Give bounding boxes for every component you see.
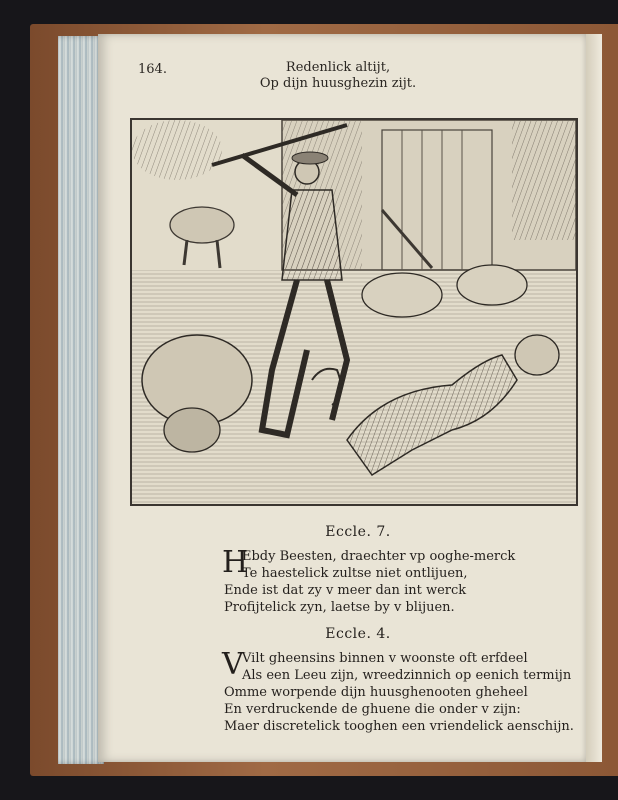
verse-line: Maer discretelick tooghen een vriendelick aenschijn. <box>224 719 574 734</box>
man-hat <box>292 152 328 164</box>
verse-line: H Ebdy Beesten, draechter vp ooghe-merck <box>222 545 516 580</box>
drop-cap: H <box>222 545 249 580</box>
facing-page-edge <box>586 34 602 762</box>
verse-line: V Vilt gheensins binnen v woonste oft erfdeel <box>222 647 528 682</box>
section-1 <box>138 524 578 616</box>
verse-line: En verdruckende de ghuene die onder v zijn: <box>224 702 521 717</box>
man-body <box>282 190 342 280</box>
verse-stanza <box>222 647 578 735</box>
sheep <box>362 273 442 317</box>
verse-line: Ende ist dat zy v meer dan int werck <box>224 583 467 598</box>
running-head-line-1: Redenlick altijt, <box>285 60 391 75</box>
verse-stanza <box>222 545 578 616</box>
verse-line: Omme worpende dijn huusghenooten gheheel <box>224 685 528 700</box>
pig-standing <box>170 207 234 243</box>
scripture-reference: Eccle. 7. <box>325 524 391 540</box>
book-page <box>98 34 586 762</box>
shrubbery <box>132 120 222 180</box>
drop-cap: V <box>222 647 244 682</box>
ram <box>457 265 527 305</box>
verse-line: Profijtelick zyn, laetse by v blijuen. <box>224 600 455 615</box>
stable-opening <box>512 120 576 240</box>
page-number: 164. <box>138 62 167 77</box>
engraving-illustration <box>130 118 578 506</box>
verse-line: Te haestelick zultse niet ontlijuen, <box>242 566 468 581</box>
dog-second <box>515 335 559 375</box>
section-2 <box>138 626 578 735</box>
running-head-line-2: Op dijn huusghezin zijt. <box>259 76 417 91</box>
verse-line: Als een Leeu zijn, wreedzinnich op eenich termijn <box>242 668 572 683</box>
scripture-reference: Eccle. 4. <box>325 626 391 642</box>
